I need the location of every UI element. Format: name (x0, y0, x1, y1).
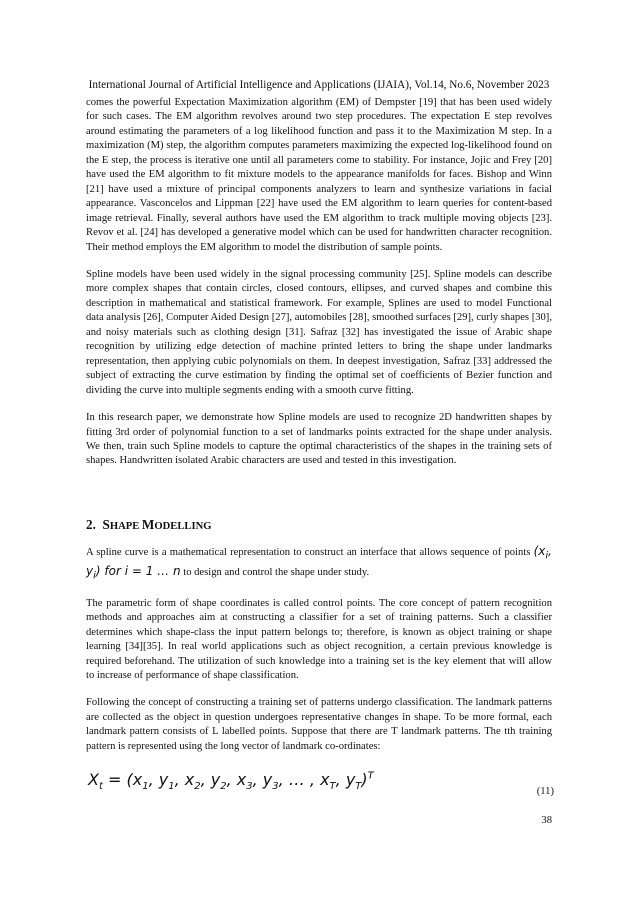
section-number: 2. (86, 517, 96, 532)
inline-formula-points: ($x_i$, $y_i$) for i = 1 … n (86, 544, 552, 582)
equation-subscript: T (355, 781, 362, 793)
section-heading-shape-modelling: 2. SHAPE MODELLING (86, 517, 212, 532)
equation-term: , y (148, 770, 169, 789)
page-number: 38 (541, 815, 552, 826)
equation-term: , x (226, 770, 247, 789)
paragraph-control-points: The parametric form of shape coordinates is called control points. The core concept of pattern recognition methods and approaches aim at constructing a classifier for a set of training patterns. Such a classifier determines which shape-class the input pattern belongs to; therefore, is known as object training or shape learning [34][35]. In real world applications such as object recognition, a certain previous knowledge is required beforehand. The utilization of such knowledge into a training set is the key element that will allow to increase of performance of shape classification. (86, 597, 552, 681)
equation-subscript: 1 (142, 781, 149, 793)
equation-term: ) (361, 770, 368, 789)
equation-subscript: 2 (194, 781, 201, 793)
equation-landmark-vector: $X_t = (x_1$, $y_1$, $x_2$, $y_2$, $x_3$, $y_3$, … , $x_T$, $y_T)^T$ (88, 770, 374, 793)
intro-continuation (86, 96, 552, 482)
equation-number: (11) (536, 786, 554, 797)
equation-term: , … , x (278, 770, 330, 789)
equation-term: , y (335, 770, 356, 789)
equation-subscript: 3 (272, 781, 279, 793)
paragraph-em-algorithm: comes the powerful Expectation Maximization algorithm (EM) of Dempster [19] that has been used widely for such cases. The EM algorithm revolves around two step procedures. The expectation E step revolves around estimating the parameters of a log likelihood function and pass it to the Maximization M step. In a maximization (M) step, the algorithm computes parameters maximizing the expected log-likelihood found on the E step, the process is iterative one until all parameters come to stability. For instance, Jojic and Frey [20] have used the EM algorithm to fit mixture models to the appearance manifolds for faces. Bishop and Winn [21] have used a mixture of principal components analyzers to learn and synthesize variations in facial appearance. Vasconcelos and Lippman [22] have used the EM algorithm to learn queries for content-based image retrieval. Finally, several authors have used the EM algorithm to track multiple moving objects [23]. Revov et al. [24] has developed a generative model which can be used for handwritten character recognition. Their method employs the EM algorithm to model the distribution of sample points. (86, 97, 552, 253)
equation-11 (88, 770, 554, 810)
paragraph-research-aim: In this research paper, we demonstrate how Spline models are used to recognize 2D handwritten shapes by fitting 3rd order of polynomial function to a set of landmarks points extracted for the shape under analysis. We then, train such Spline models to capture the optimal characteristics of the shapes in the training sets of shapes. Handwritten isolated Arabic characters are used and tested in this investigation. (86, 412, 552, 467)
section-2-body (86, 544, 552, 767)
paragraph-spline-models: Spline models have been used widely in the signal processing community [25]. Spline models can describe more complex shapes that contain circles, closed contours, ellipses, and curved shapes and combine this description in mathematical and statistical framework. For example, Splines are used to model Functional data analysis [26], Computer Aided Design [27], automobiles [28], smoothed surfaces [29], curly shapes [30], and noisy materials such as clothing design [31]. Safraz [32] has investigated the issue of Arabic shape recognition by utilizing edge detection of machine printed letters to bring the shape under landmarks representation, then applying cubic polynomials on them. In deepest investigation, Safraz [33] addressed the subject of extracting the curve estimation by finding the optimal set of coefficients of Bezier function and dividing the curve into multiple segments ending with a smooth curve fitting. (86, 268, 552, 396)
equation-term: , x (174, 770, 195, 789)
equation-term: , y (252, 770, 273, 789)
equation-term: , y (200, 770, 221, 789)
running-head: International Journal of Artificial Intelligence and Applications (IJAIA), Vol.14, No.6, November 2023 (88, 79, 550, 91)
equation-subscript: 3 (246, 781, 253, 793)
equation-subscript: 1 (168, 781, 175, 793)
equation-subscript: 2 (220, 781, 227, 793)
paragraph-spline-definition: A spline curve is a mathematical representation to construct an interface that allows sequence of points ($x_i$, $y_i$) for i = 1 … n to design and control the shape under study. (86, 544, 552, 582)
paragraph-training-set: Following the concept of constructing a training set of patterns undergo classification. The landmark patterns are collected as the object in question undergoes representative changes in shape. To be more formal, each landmark pattern consists of L labelled points. Suppose that there are T landmark patterns. The tth training pattern is represented using the long vector of landmark co-ordinates: (86, 697, 552, 752)
equation-subscript: T (329, 781, 336, 793)
